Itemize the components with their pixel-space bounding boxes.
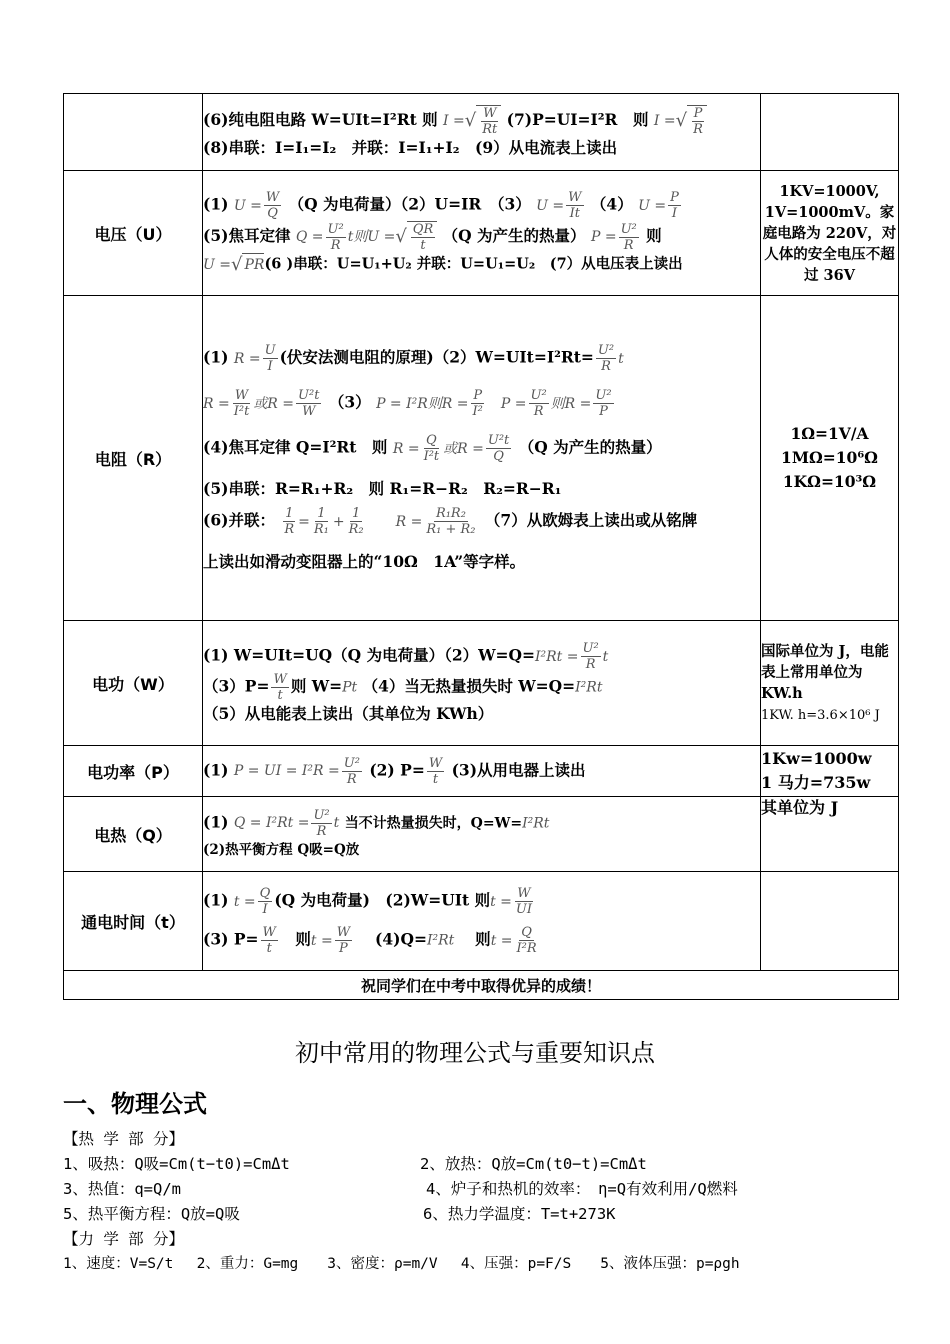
heat-formulas: (1) Q = I²Rt = $\frac{\text{U²}}{R}$ t 当不计热量损失时，Q=W=I²Rt (2)热平衡方程 Q吸=Q放 bbox=[203, 797, 761, 872]
formula-p-ui-i2r: P = UI = I²R = $\frac{\text{U²}}{R}$ bbox=[233, 755, 360, 787]
power-l1b: (3)从用电器上读出 bbox=[451, 760, 586, 779]
power-note2: 1 马力=735w bbox=[761, 773, 871, 792]
formula-r-u-i: R = $\frac{U}{I}$ bbox=[233, 343, 276, 374]
thermal-row3 bbox=[63, 1202, 923, 1224]
mechanics-header: 【力 学 部 分】 bbox=[63, 1230, 184, 1248]
current-label-cell bbox=[64, 94, 203, 171]
thermal-row2 bbox=[63, 1177, 923, 1199]
resistance-l5a: (6)并联： bbox=[203, 510, 275, 530]
resistance-note bbox=[761, 296, 899, 621]
section-heading: 一、物理公式 bbox=[63, 1090, 207, 1118]
time-label: 通电时间（t） bbox=[64, 872, 203, 971]
current-line1: (6)纯电阻电路 W=UIt=I²Rt 则 bbox=[203, 110, 438, 129]
time-l2a: (3) P= bbox=[203, 929, 259, 949]
time-l2c: (4)Q= bbox=[375, 929, 427, 949]
formula-t-q-i2r: t = $\frac{Q}{\text{I²R}}$ bbox=[490, 925, 537, 956]
resistance-l3a: (4)焦耳定律 Q=I²Rt 则 bbox=[203, 437, 388, 457]
heat-l2: (2)热平衡方程 Q吸=Q放 bbox=[203, 841, 360, 858]
formula-t-w-ui: t = $\frac{W}{UI}$ bbox=[490, 886, 532, 917]
formula-i2rt-time: I²Rt bbox=[426, 932, 455, 949]
voltage-l2b: （Q 为产生的热量） bbox=[442, 226, 586, 245]
work-note-text: 国际单位为 J，电能表上常用单位为 KW.h bbox=[761, 642, 889, 702]
row-resistance bbox=[64, 296, 899, 621]
thermal-r1b: 2、放热：Q放=Cm(t0−t)=CmΔt bbox=[420, 1155, 647, 1173]
formula-q-u2-r-t: Q = $\frac{\text{U²}}{R}$ t则U =√ $\frac{QR}{t}$ bbox=[296, 229, 437, 245]
formula-p-i2r: P = I²R则R = $\frac{P}{\text{I²}}$ P = $\frac{\text{U²}}{R}$ 则R = $\frac{\text{U²}}{P}$ bbox=[376, 388, 612, 419]
formula-t-w-p: t = $\frac{W}{P}$ bbox=[310, 925, 351, 956]
heat-note-text: 其单位为 J bbox=[761, 798, 839, 817]
voltage-l2c: 则 bbox=[646, 226, 662, 245]
power-l1a: (2) P= bbox=[369, 760, 425, 779]
formula-pt: Pt bbox=[342, 679, 358, 696]
thermal-r2a: 3、热值：q=Q/m bbox=[63, 1180, 181, 1198]
voltage-l1a: （Q 为电荷量）（2）U=IR （3） bbox=[288, 194, 531, 214]
formula-u-sqrt-pr: U =√ PR bbox=[203, 253, 265, 275]
thermal-r1a: 1、吸热：Q吸=Cm(t−t0)=CmΔt bbox=[63, 1155, 290, 1173]
current-line1b: (7)P=UI=I²R 则 bbox=[506, 110, 649, 129]
row-footer bbox=[64, 971, 899, 1000]
resistance-note1: 1Ω=1V/A bbox=[790, 424, 869, 443]
formula-u-w-q: U = $\frac{W}{Q}$ bbox=[233, 190, 280, 221]
voltage-l3: (6 )串联：U=U₁+U₂ 并联：U=U₁=U₂ (7）从电压表上读出 bbox=[264, 255, 683, 273]
resistance-l2a: （3） bbox=[328, 392, 371, 412]
resistance-l6: 上读出如滑动变阻器上的“10Ω 1A”等字样。 bbox=[203, 552, 526, 571]
work-formulas bbox=[203, 621, 761, 746]
formula-w-t-time: $\frac{W}{t}$ bbox=[262, 925, 276, 956]
thermal-r3b: 6、热力学温度：T=t+273K bbox=[423, 1205, 616, 1223]
row-heat bbox=[64, 797, 899, 872]
work-l2a: （3）P= bbox=[203, 676, 270, 696]
power-note bbox=[761, 746, 899, 797]
work-label: 电功（W） bbox=[64, 621, 203, 746]
formula-i-sqrt-w-rt: I =√ $\frac{W}{Rt}$ bbox=[443, 113, 501, 129]
heat-label: 电热（Q） bbox=[64, 797, 203, 872]
formula-i-sqrt-p-r: I =√ $\frac{P}{R}$ bbox=[654, 113, 707, 129]
formula-r-w-i2t: R = $\frac{W}{\text{I²t}}$ 或R = $\frac{\text{U²t}}{W}$ bbox=[203, 388, 320, 419]
voltage-label: 电压（U） bbox=[64, 171, 203, 296]
work-l3: （5）从电能表上读出（其单位为 KWh） bbox=[203, 704, 494, 723]
power-formulas: (1) P = UI = I²R = $\frac{\text{U²}}{R}$ (2) P= $\frac{W}{t}$ (3)从用电器上读出 bbox=[203, 746, 761, 797]
formula-p-u2-r: P = $\frac{\text{U²}}{R}$ bbox=[590, 221, 637, 253]
formula-i2rt: I²Rt bbox=[575, 679, 603, 696]
work-l2c: （4）当无热量损失时 W=Q= bbox=[362, 676, 576, 696]
row-power bbox=[64, 746, 899, 797]
mechanics-row1: 1、速度：V=S/t 2、重力：G=mg 3、密度：ρ=m/V 4、压强：p=F/S 5、液体压强：p=ρgh bbox=[63, 1256, 740, 1272]
heat-note bbox=[761, 797, 899, 872]
voltage-formulas: (1) U = $\frac{W}{Q}$ （Q 为电荷量）（2）U=IR （3） U = $\frac{W}{It}$ （4） U = $\frac{P}{I}$ (5)焦耳定律 Q = $\frac{\text{U²}}{R}$ t则U =√ $\frac{QR}{t}$ （Q 为产生的热量） P = $\frac{\text{U²}}{R}$ 则 U =√ PR(6 )串联：U=U₁+U₂ 并联：U=U₁=U₂ (7）从电压表上读出 bbox=[203, 171, 761, 296]
power-note1: 1Kw=1000w bbox=[761, 749, 872, 768]
formula-r-q-i2t: R = $\frac{Q}{\text{I²t}}$ 或R = $\frac{\text{U²t}}{Q}$ bbox=[392, 433, 510, 464]
table-footer: 祝同学们在中考中取得优异的成绩！ bbox=[64, 971, 899, 1000]
formula-w-t-power: $\frac{W}{t}$ bbox=[428, 755, 443, 787]
thermal-r2b: 4、炉子和热机的效率： η=Q有效利用/Q燃料 bbox=[426, 1180, 738, 1198]
row-current bbox=[64, 94, 899, 171]
work-l2b: 则 W= bbox=[290, 676, 343, 696]
formula-i2rt-heat: I²Rt bbox=[522, 815, 550, 831]
heat-l1b: 当不计热量损失时，Q=W= bbox=[344, 815, 523, 831]
time-formulas: (1) t = $\frac{Q}{I}$ (Q 为电荷量) (2)W=UIt 则t = $\frac{W}{UI}$ (3) P= $\frac{W}{t}$ 则t = $\frac{W}{P}$ (4)Q=I²Rt 则t = $\frac{Q}{\text{I²R}}$ bbox=[203, 872, 761, 971]
row-work bbox=[64, 621, 899, 746]
thermal-header: 【热 学 部 分】 bbox=[63, 1130, 184, 1148]
formula-t-q-i: t = $\frac{Q}{I}$ bbox=[233, 886, 271, 917]
resistance-l1a: (伏安法测电阻的原理)（2）W=UIt=I²Rt= bbox=[279, 347, 594, 367]
formula-parallel-r: $\frac{1}{R}$ = $\frac{1}{\text{R₁}}$ + $\frac{1}{\text{R₂}}$ R = $\frac{\text{R₁R₂}}{\text{R₁ + R₂}}$ bbox=[284, 506, 476, 537]
resistance-note2: 1MΩ=10⁶Ω bbox=[781, 448, 878, 467]
formula-table bbox=[63, 93, 899, 1000]
resistance-l5b: （7）从欧姆表上读出或从铭牌 bbox=[484, 510, 698, 530]
time-note bbox=[761, 872, 899, 971]
page-title: 初中常用的物理公式与重要知识点 bbox=[295, 1039, 655, 1067]
formula-u2-r-t: $\frac{\text{U²}}{R}$ t bbox=[597, 343, 624, 374]
formula-w-t: $\frac{W}{t}$ bbox=[273, 672, 287, 703]
voltage-l1b: （4） bbox=[590, 194, 633, 214]
formula-i2rt-u2-r-t: I²Rt = $\frac{\text{U²}}{R}$ t bbox=[535, 641, 609, 672]
thermal-r3a: 5、热平衡方程：Q放=Q吸 bbox=[63, 1205, 240, 1223]
formula-q-i2rt: Q = I²Rt = $\frac{\text{U²}}{R}$ t bbox=[233, 807, 340, 839]
work-note2: 1KW. h=3.6×10⁶ J bbox=[761, 707, 880, 723]
resistance-formulas: (1) R = $\frac{U}{I}$ (伏安法测电阻的原理)（2）W=UIt=I²Rt= $\frac{\text{U²}}{R}$ t R = $\frac{W}{\text{I²t}}$ 或R = $\frac{\text{U²t}}{W}$ （3） P = I²R则R = $\frac{P}{\text{I²}}$ P = $\frac{\text{U²}}{R}$ 则R = $\frac{\text{U²}}{P}$ (4)焦耳定律 Q=I²Rt 则 R = $\frac{Q}{\text{I²t}}$ 或R = $\frac{\text{U²t}}{Q}$ （Q 为产生的热量） (5)串联：R=R₁+R₂ 则 R₁=R−R₂ R₂=R−R₁ (6)并联： $\frac{1}{R}$ = $\frac{1}{\text{R₁}}$ + $\frac{1}{\text{R₂}}$ R = $\frac{\text{R₁R₂}}{\text{R₁ + R₂}}$ （7）从欧姆表上读出或从铭牌 上读出如滑动变阻器上的“10Ω 1A”等字样。 bbox=[203, 296, 761, 621]
time-l2d: 则 bbox=[475, 929, 491, 949]
formula-u-p-i: U = $\frac{P}{I}$ bbox=[638, 190, 679, 221]
current-line2: (8)串联：I=I₁=I₂ 并联：I=I₁+I₂ (9）从电流表上读出 bbox=[203, 138, 618, 157]
work-note bbox=[761, 621, 899, 746]
current-note bbox=[761, 94, 899, 171]
voltage-note: 1KV=1000V, 1V=1000mV。家庭电路为 220V，对人体的安全电压不超过 36V bbox=[761, 171, 899, 296]
resistance-l4: (5)串联：R=R₁+R₂ 则 R₁=R−R₂ R₂=R−R₁ bbox=[203, 479, 562, 498]
resistance-label: 电阻（R） bbox=[64, 296, 203, 621]
time-l1a: (Q 为电荷量) (2)W=UIt 则 bbox=[274, 890, 491, 910]
power-label: 电功率（P） bbox=[64, 746, 203, 797]
current-formulas bbox=[203, 94, 761, 171]
thermal-row1 bbox=[63, 1152, 923, 1174]
row-time bbox=[64, 872, 899, 971]
row-voltage bbox=[64, 171, 899, 296]
formula-u-w-it: U = $\frac{W}{It}$ bbox=[536, 190, 582, 221]
time-l2b: 则 bbox=[295, 929, 311, 949]
resistance-note3: 1KΩ=10³Ω bbox=[782, 472, 877, 491]
voltage-l2a: (5)焦耳定律 bbox=[203, 226, 291, 245]
work-l1a: (1) W=UIt=UQ（Q 为电荷量）（2）W=Q= bbox=[203, 645, 535, 665]
resistance-l3b: （Q 为产生的热量） bbox=[518, 437, 662, 457]
